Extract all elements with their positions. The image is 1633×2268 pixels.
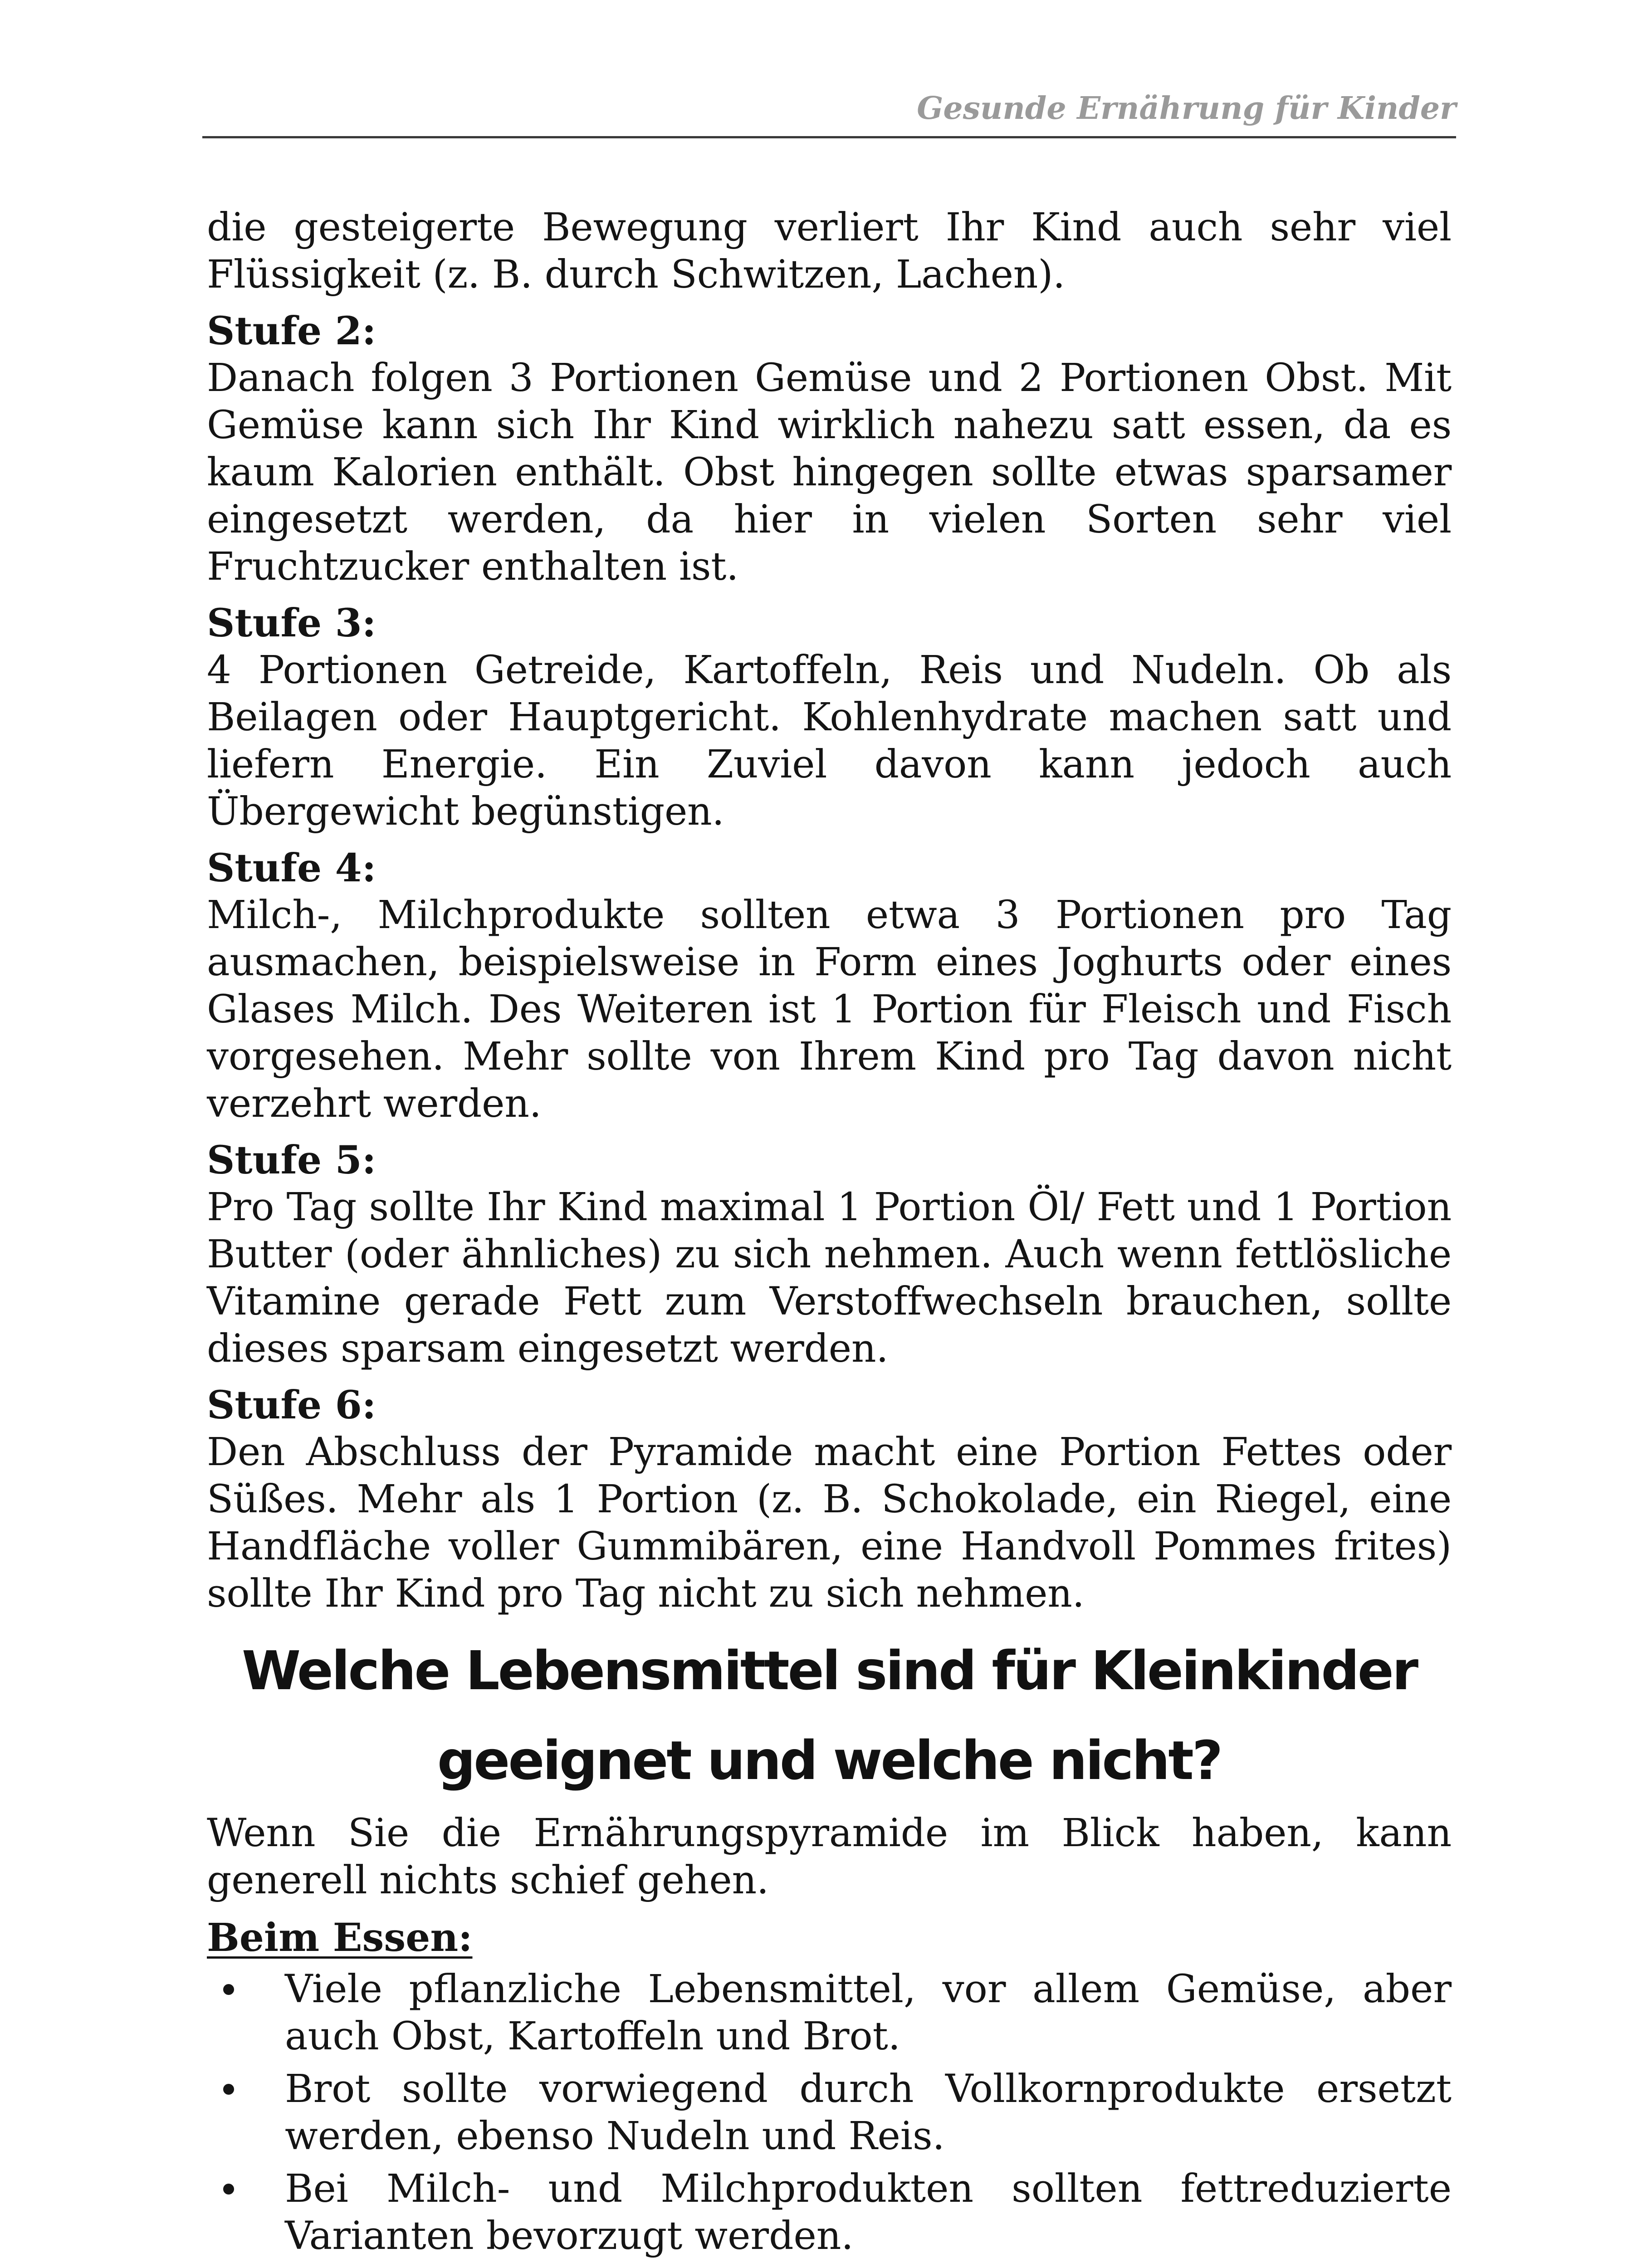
beim-essen-list	[207, 1966, 1452, 2260]
stufe-6-heading: Stufe 6:	[207, 1383, 376, 1428]
stufe-4-text: Milch-, Milchprodukte sollten etwa 3 Portionen pro Tag ausmachen, beispielsweise in Form eines Joghurts oder eines Glases Milch. Des Weiteren ist 1 Portion für Fleisch und Fisch vorgesehen. Mehr sollte von Ihrem Kind pro Tag davon nicht verzehrt werden.	[207, 893, 1452, 1126]
list-item	[207, 2066, 1452, 2160]
list-item	[207, 2165, 1452, 2260]
stufe-6-text: Den Abschluss der Pyramide macht eine Portion Fettes oder Süßes. Mehr als 1 Portion (z. B. Schokolade, ein Riegel, eine Handfläche voller Gummibären, eine Handvoll Pommes frites) sollte Ihr Kind pro Tag nicht zu sich nehmen.	[207, 1430, 1452, 1616]
list-item	[207, 1966, 1452, 2060]
bullet-icon	[223, 2184, 234, 2195]
stufe-2-text: Danach folgen 3 Portionen Gemüse und 2 Portionen Obst. Mit Gemüse kann sich Ihr Kind wirklich nahezu satt essen, da es kaum Kalorien enthält. Obst hingegen sollte etwas sparsamer eingesetzt werden, da hier in vielen Sorten sehr viel Fruchtzucker enthalten ist.	[207, 356, 1452, 589]
list-item-text: Bei Milch- und Milchprodukten sollten fettreduzierte Varianten bevorzugt werden.	[285, 2166, 1452, 2258]
intro-paragraph: die gesteigerte Bewegung verliert Ihr Kind auch sehr viel Flüssigkeit (z. B. durch Schwitzen, Lachen).	[207, 205, 1452, 297]
section-title	[207, 1626, 1452, 1805]
list-item-text: Brot sollte vorwiegend durch Vollkornprodukte ersetzt werden, ebenso Nudeln und Reis.	[285, 2067, 1452, 2159]
bullet-icon	[223, 1984, 234, 1995]
section-title-line-1: Welche Lebensmittel sind für Kleinkinder	[241, 1639, 1417, 1702]
beim-essen-heading: Beim Essen:	[207, 1915, 473, 1960]
section-title-line-2: geeignet und welche nicht?	[437, 1729, 1222, 1792]
stufe-4-heading: Stufe 4:	[207, 846, 376, 891]
page-content	[207, 204, 1452, 2265]
stufe-3-text: 4 Portionen Getreide, Kartoffeln, Reis und Nudeln. Ob als Beilagen oder Hauptgericht. Kohlenhydrate machen satt und liefern Energie. Ein Zuviel davon kann jedoch auch Übergewicht begünstigen.	[207, 648, 1452, 834]
section-intro-paragraph: Wenn Sie die Ernährungspyramide im Blick haben, kann generell nichts schief gehen.	[207, 1811, 1452, 1903]
running-header: Gesunde Ernährung für Kinder	[917, 90, 1456, 127]
stufe-2-heading: Stufe 2:	[207, 308, 376, 354]
list-item-text: Viele pflanzliche Lebensmittel, vor allem Gemüse, aber auch Obst, Kartoffeln und Brot.	[285, 1967, 1452, 2059]
stufe-3-heading: Stufe 3:	[207, 601, 376, 646]
stufe-5-text: Pro Tag sollte Ihr Kind maximal 1 Portion Öl/ Fett und 1 Portion Butter (oder ähnliches) zu sich nehmen. Auch wenn fettlösliche Vitamine gerade Fett zum Verstoffwechseln brauchen, sollte dieses sparsam eingesetzt werden.	[207, 1185, 1452, 1371]
stufe-5-heading: Stufe 5:	[207, 1138, 376, 1183]
bullet-icon	[223, 2084, 234, 2095]
header-divider	[202, 136, 1456, 138]
